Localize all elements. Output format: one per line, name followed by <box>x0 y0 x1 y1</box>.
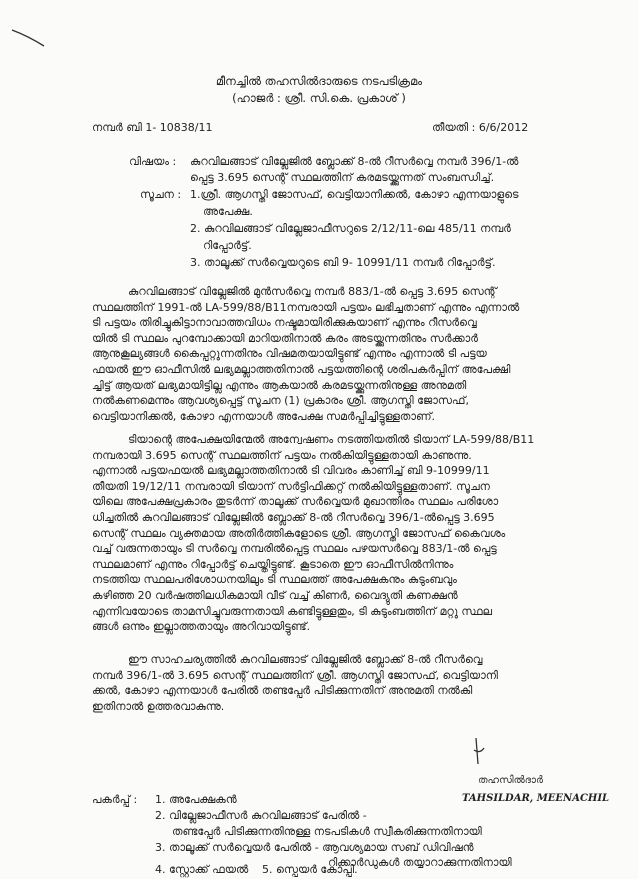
text-line: സ്ഥലമാണ് എന്നും റിപ്പോർട്ട് ചെയ്തിട്ടുണ്ട്. കൂടാതെ ഈ ഓഫീസിൽനിന്നും <box>92 557 454 571</box>
text-line: യിലെ അപേക്ഷപ്രകാരം തുടർന്ന് താലൂക്ക് സർവ്വെയർ മുഖാന്തിരം സ്ഥലം പരിശോ <box>92 495 499 509</box>
text-line: നടത്തിയ സ്ഥലപരിശോധനയിലും ടി സ്ഥലത്ത് അപേക്ഷകനും കുടുംബവും <box>92 573 457 587</box>
body-paragraph-1 <box>92 284 542 424</box>
text-line: എന്നാൽ പട്ടയഫയൽ ലഭ്യമല്ലാത്തതിനാൽ ടി വിവരം കാണിച്ച് ബി 9-10999/11 <box>92 464 490 478</box>
text-line: എന്നിവയോടെ താമസിച്ചുവരുന്നതായി കണ്ടിട്ടുള്ളതും, ടി കുടുംബത്തിന് മറ്റു സ്ഥല <box>92 604 493 618</box>
text-line: യിൽ ടി സ്ഥലം പുറമ്പോക്കായി മാറിയതിനാൽ കരം അടയ്ക്കുന്നതിനും സർക്കാർ <box>92 331 478 345</box>
text-line: തീയതി 19/12/11 നമ്പരായി ടിയാന് സർട്ടിഫിക്കറ്റ് നൽകിയിട്ടുള്ളതാണ്. സൂചന <box>92 479 490 493</box>
copy-item: 4. സ്റ്റോക്ക് ഫയൽ <box>155 863 249 876</box>
copy-item: 3. താലൂക്ക് സർവ്വെയർ പേരിൽ - ആവശ്യമായ സബ് ഡിവിഷൻ <box>155 841 474 854</box>
document-title: മീനച്ചിൽ തഹസിൽദാരുടെ നടപടിക്രമം <box>215 74 423 88</box>
copy-item: തണ്ടപ്പേർ പിടിക്കുന്നതിനുള്ള നടപടികൾ സ്വീകരിക്കുന്നതിനായി <box>172 825 482 838</box>
copy-item: 2. വില്ലേജാഫീസർ കുറവിലങ്ങാട് പേരിൽ - <box>155 809 367 822</box>
reference-item: 3. താലൂക്ക് സർവ്വെയറുടെ ബി 9- 10991/11 നമ്പർ റിപ്പോർട്ട്. <box>190 256 496 269</box>
text-line: ഫയൽ ഈ ഓഫീസിൽ ലഭ്യമല്ലാത്തതിനാൽ പട്ടയത്തിന്റെ ശരിപകർപ്പിന് അപേക്ഷി <box>92 362 511 376</box>
reference-item: 2. കുറവിലങ്ങാട് വില്ലേജാഫീസറുടെ 2/12/11-ലെ 485/11 നമ്പർ <box>190 222 511 235</box>
text-line: ധിച്ചതിൽ കുറവിലങ്ങാട് വില്ലേജിൽ ബ്ലോക്ക് 8-ൽ റീസർവ്വെ 396/1-ൽപ്പെട്ട 3.695 <box>92 510 495 524</box>
text-line: കഴിഞ്ഞ 20 വർഷത്തിലധികമായി വീട് വച്ച് കിണർ, വൈദ്യുതി കണക്ഷൻ <box>92 588 458 602</box>
text-line: ഇതിനാൽ ഉത്തരവാകുന്നു. <box>92 699 225 713</box>
file-number: നമ്പർ ബി 1- 10838/11 <box>92 121 213 134</box>
text-line: ഈ സാഹചര്യത്തിൽ കുറവിലങ്ങാട് വില്ലേജിൽ ബ്ലോക്ക് 8-ൽ റീസർവ്വെ <box>128 653 483 666</box>
text-line: വെട്ടിയാനിക്കൽ, കോഴാ എന്നയാൾ അപേക്ഷ സമർപ്പിച്ചിട്ടുള്ളതാണ്. <box>92 409 436 423</box>
text-line: ച്ചിട്ട് ആയത് ലഭ്യമായിട്ടില്ല എന്നും ആകയാൽ കരമടയ്ക്കുന്നതിനുള്ള അനുമതി <box>92 378 467 392</box>
pen-stroke-mark <box>10 26 50 50</box>
copies-label: പകർപ്പ് : <box>92 793 138 806</box>
text-line: നൽകണമെന്നും ആവശ്യപ്പെട്ട് സൂചന (1) പ്രകാരം ശ്രീ. ആഗസ്തി ജോസഫ്, <box>92 394 469 408</box>
text-line: കുറവിലങ്ങാട് വില്ലേജിൽ മുൻസർവ്വെ നമ്പർ 883/1-ൽ പ്പെട്ട 3.695 സെന്റ് <box>128 285 497 298</box>
tahsildar-stamp: TAHSILDAR, MEENACHIL <box>462 793 610 804</box>
subject-line: പ്പെട്ട 3.695 സെന്റ് സ്ഥലത്തിന് കരമടയ്ക്കുന്നത് സംബന്ധിച്ച്. <box>190 171 495 184</box>
body-paragraph-2 <box>92 432 542 635</box>
signature-mark <box>458 736 498 776</box>
text-line: ടിയാന്റെ അപേക്ഷയിന്മേൽ അന്വേഷണം നടത്തിയതിൽ ടിയാന് LA-599/88/B11 <box>128 433 535 446</box>
subject-label: വിഷയം : <box>129 155 177 168</box>
text-line: ആനുകൂല്യങ്ങൾ കൈപ്പറ്റുന്നതിനും വിഷമതയായിട്ടുണ്ട് എന്നും എന്നാൽ ടി പട്ടയ <box>92 347 487 361</box>
reference-item: റിപ്പോർട്ട്. <box>203 239 252 252</box>
text-line: സെന്റ് സ്ഥലം വ്യക്തമായ അതിർത്തികളോടെ ശ്രീ. ആഗസ്തി ജോസഫ് കൈവശം <box>92 526 506 540</box>
text-line: ടി പട്ടയം തിരിച്ചുകിട്ടാനാവാത്തവിധം നഷ്ടമായിരിക്കുകയാണ് എന്നും റീസർവ്വെ <box>92 316 477 330</box>
signatory-title: തഹസിൽദാർ <box>478 775 543 786</box>
text-line: ങ്ങൾ ഒന്നും ഇല്ലാത്തതായും അറിവായിട്ടുണ്ട്. <box>92 620 311 634</box>
subject-line: കുറവിലങ്ങാട് വില്ലേജിൽ ബ്ലോക്ക് 8-ൽ റീസർവ്വെ നമ്പർ 396/1-ൽ <box>190 155 519 168</box>
document-date: തീയതി : 6/6/2012 <box>432 121 529 134</box>
copy-item: റിക്കാർഡുകൾ തയ്യാറാക്കുന്നതിനായി <box>328 856 512 869</box>
reference-item: 1.ശ്രീ. ആഗസ്തി ജോസഫ്, വെട്ടിയാനിക്കൽ, കോഴാ എന്നയാളുടെ <box>190 188 519 201</box>
text-line: നമ്പർ 396/1-ൽ 3.695 സെന്റ് സ്ഥലത്തിന് ശ്രീ. ആഗസ്തി ജോസഫ്, വെട്ടിയാനി <box>92 668 498 682</box>
copy-item: 5. സ്പെയർ കോപ്പി. <box>262 863 358 876</box>
text-line: സ്ഥലത്തിന് 1991-ൽ LA-599/88/B11നമ്പരായി പട്ടയം ലഭിച്ചതാണ് എന്നും എന്നാൽ <box>92 300 520 314</box>
text-line: ക്കൽ, കോഴാ എന്നയാൾ പേരിൽ തണ്ടപ്പേർ പിടിക്കുന്നതിന് അനുമതി നൽകി <box>92 684 473 698</box>
reference-label: സൂചന : <box>140 188 182 201</box>
text-line: നമ്പരായി 3.695 സെന്റ് സ്ഥലത്തിന് പട്ടയം നൽകിയിട്ടുള്ളതായി കാണുന്നു. <box>92 448 472 462</box>
copy-item: 1. അപേക്ഷകൻ <box>155 793 237 806</box>
presence-line: (ഹാജർ : ശ്രീ. സി.കെ. പ്രകാശ് ) <box>232 91 406 105</box>
text-line: വച്ച് വരുന്നതായും ടി സർവ്വെ നമ്പരിൽപ്പെട്ട സ്ഥലം പഴയസർവ്വെ 883/1-ൽ പ്പെട്ട <box>92 542 497 556</box>
body-paragraph-3 <box>92 652 542 714</box>
reference-item: അപേക്ഷ. <box>203 205 253 218</box>
